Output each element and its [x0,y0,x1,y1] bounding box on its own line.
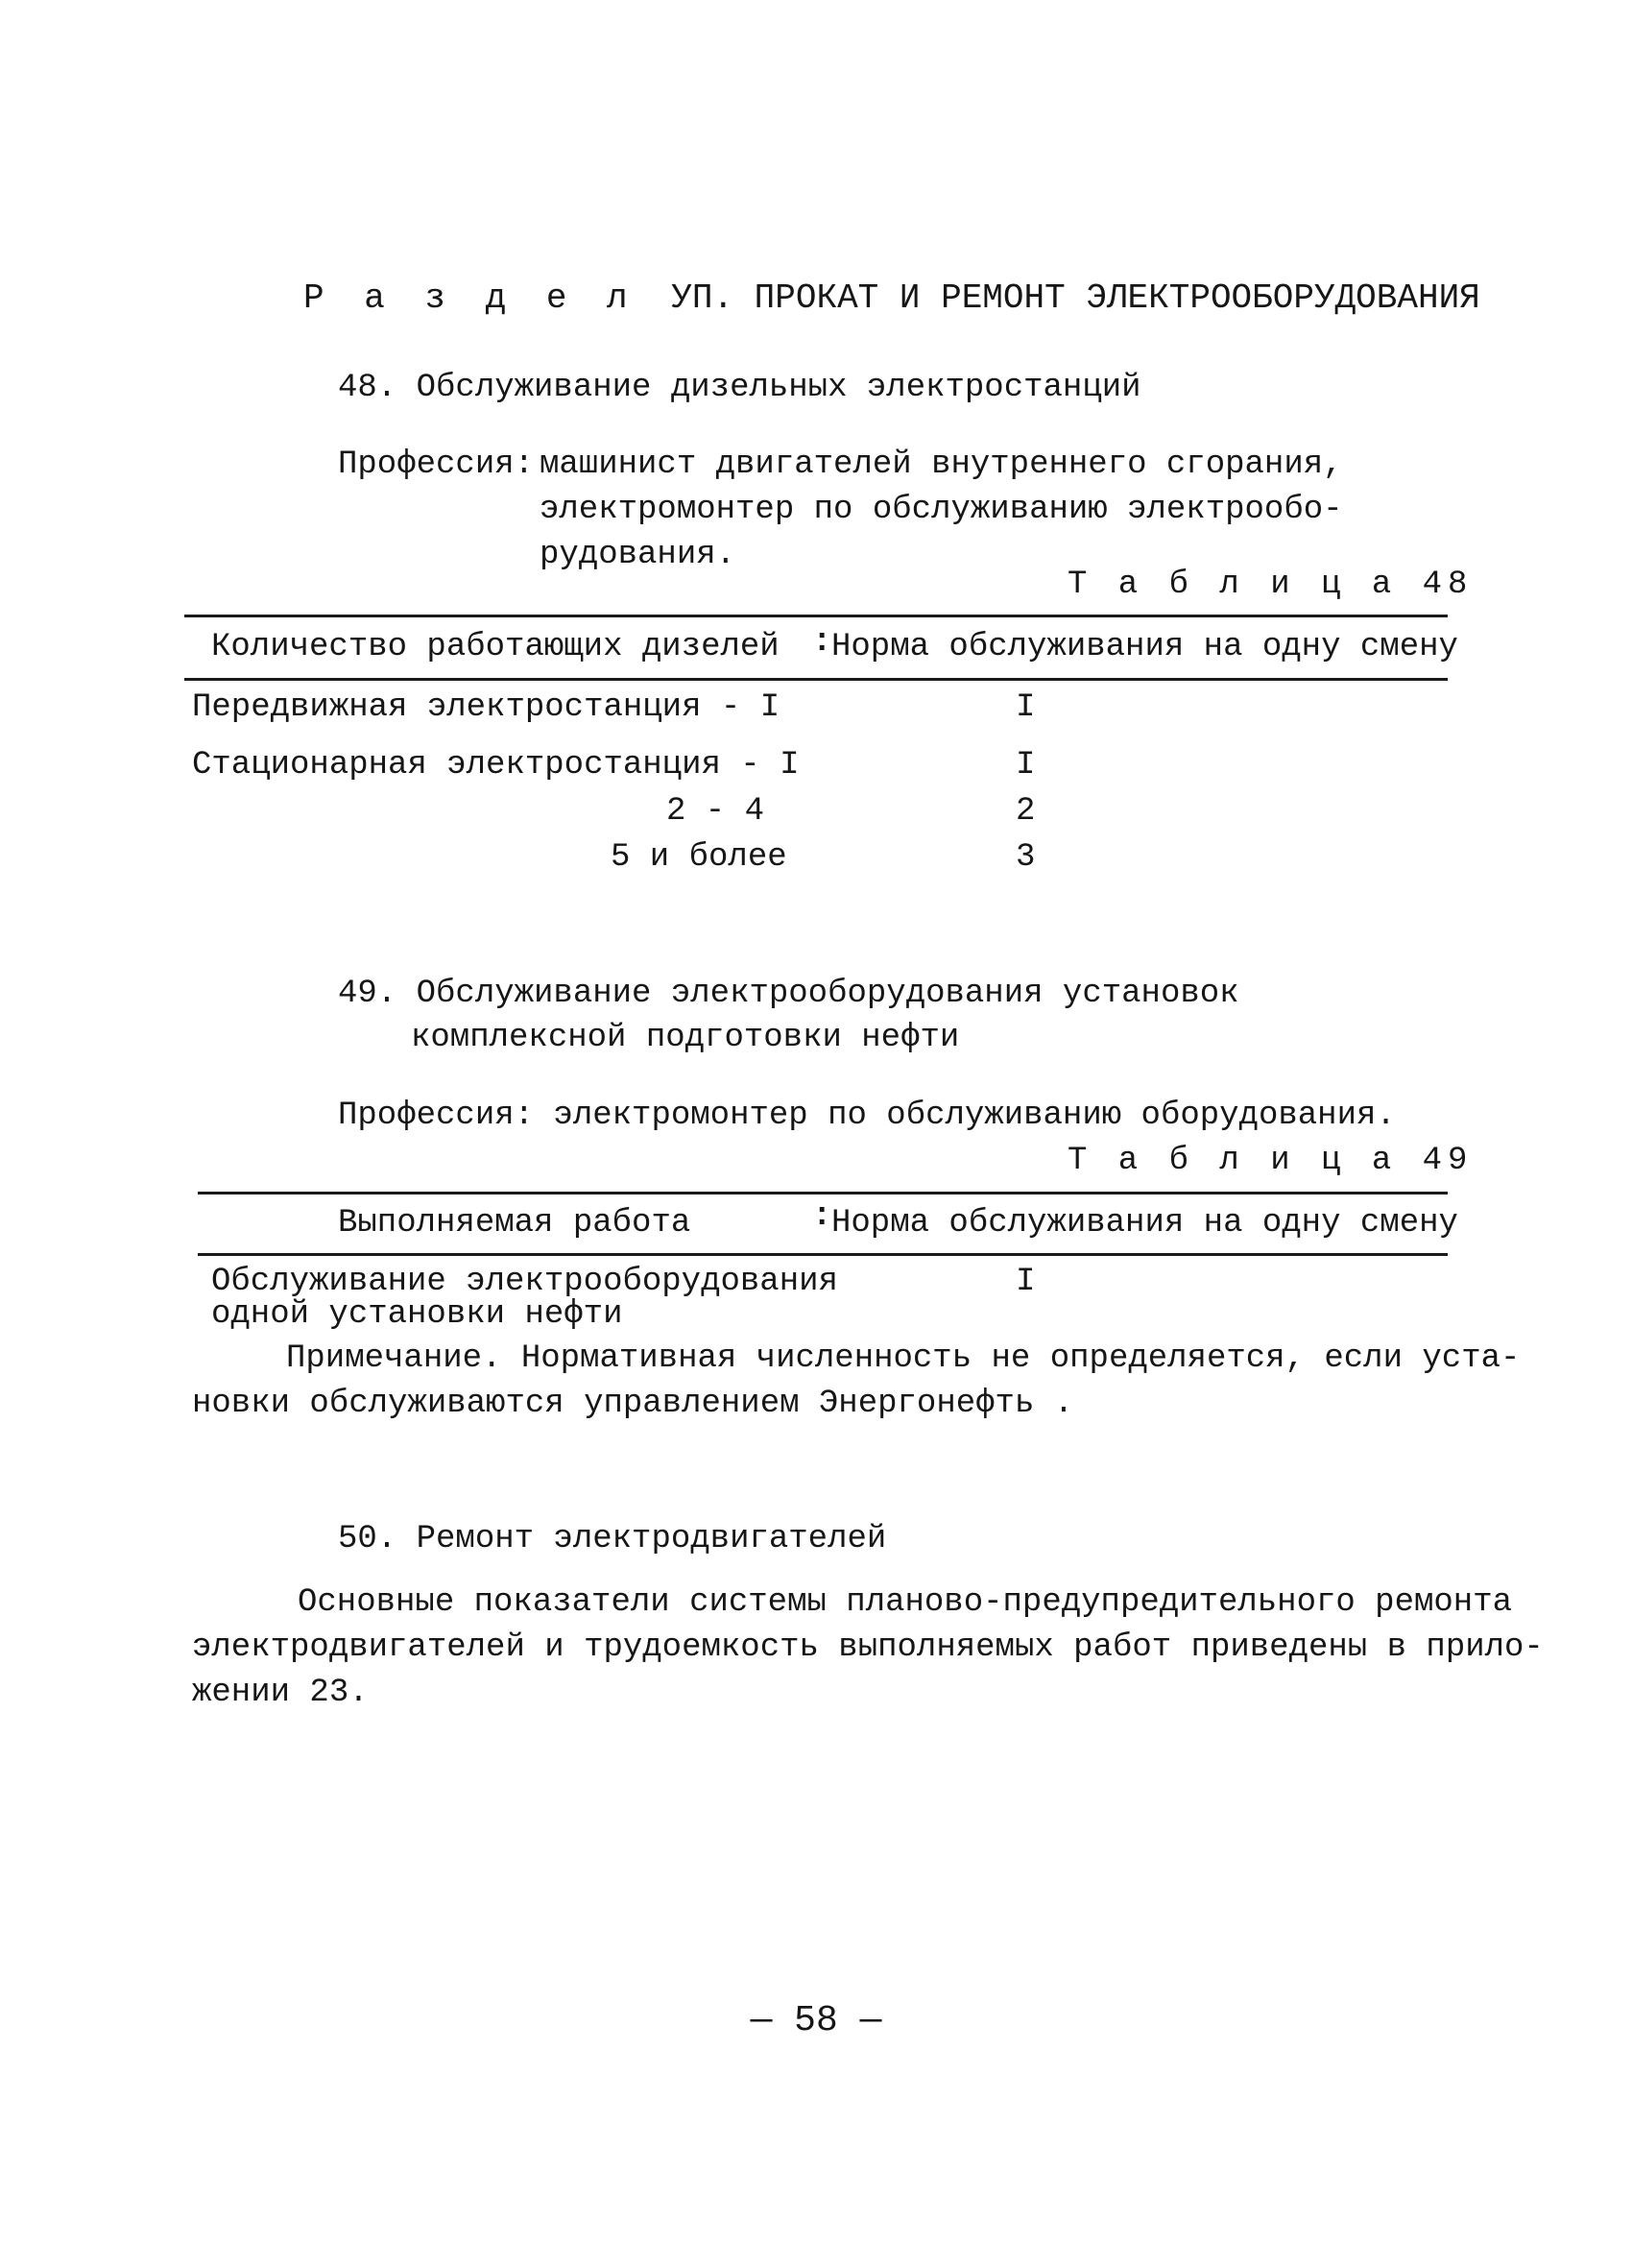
table49-header-rule [198,1253,1448,1256]
item50-paragraph-line: электродвигателей и трудоемкость выполняемых работ приведены в прило- [192,1629,1544,1666]
table48-top-rule [184,615,1448,617]
table48-header-right: Норма обслуживания на одну смену [831,629,1458,665]
table49-row-left-line: Обслуживание электрооборудования [211,1264,838,1300]
table48-label: Т а б л и ц а 48 [1068,567,1474,603]
item50-paragraph-line: Основные показатели системы планово-предупредительного ремонта [298,1584,1513,1621]
table48-column-separator: : [812,624,832,661]
table48-header-left: Количество работающих дизелей [211,629,780,665]
table48-row-left: Передвижная электростанция - I [192,689,780,726]
item49-heading-line: 49. Обслуживание электрооборудования установок [338,976,1239,1012]
table48-row-right: I [1016,747,1036,784]
item50-heading: 50. Ремонт электродвигателей [338,1521,887,1557]
section-prefix: Р а з д е л [303,278,637,318]
table49-header-right: Норма обслуживания на одну смену [831,1205,1458,1242]
page-number: — 58 — [750,2000,882,2041]
item48-heading: 48. Обслуживание дизельных электростанций [338,370,1141,406]
table48-row-left: 2 - 4 [666,793,765,830]
table48-row-right: I [1016,689,1036,726]
item50-paragraph-line: жении 23. [192,1675,369,1711]
table48-row-right: 3 [1016,839,1036,876]
table48-row-left: 5 и более [611,839,787,876]
table49-row-left-line: одной установки нефти [211,1296,623,1333]
section-title [303,278,1480,318]
item48-profession-label: Профессия: [338,446,535,483]
item49-note-line: новки обслуживаются управлением Энергонефть . [192,1386,1074,1422]
table48-header-rule [184,678,1448,681]
table49-header-left: Выполняемая работа [338,1205,691,1242]
item49-heading-line: комплексной подготовки нефти [411,1020,960,1056]
item48-profession-line: рудования. [540,537,736,573]
table49-column-separator: : [812,1198,832,1235]
table49-row-right: I [1016,1264,1036,1300]
table48-row-left: Стационарная электростанция - I [192,747,800,784]
item48-profession-line: электромонтер по обслуживанию электрообо- [540,492,1343,528]
item48-profession-line: машинист двигателей внутреннего сгорания, [540,446,1343,483]
table49-label: Т а б л и ц а 49 [1068,1143,1474,1179]
item49-note-line: Примечание. Нормативная численность не определяется, если уста- [286,1340,1521,1377]
table49-top-rule [198,1192,1448,1194]
item49-profession: Профессия: электромонтер по обслуживанию оборудования. [338,1098,1396,1134]
table48-row-right: 2 [1016,793,1036,830]
section-name: УП. ПРОКАТ И РЕМОНТ ЭЛЕКТРООБОРУДОВАНИЯ [671,278,1480,318]
